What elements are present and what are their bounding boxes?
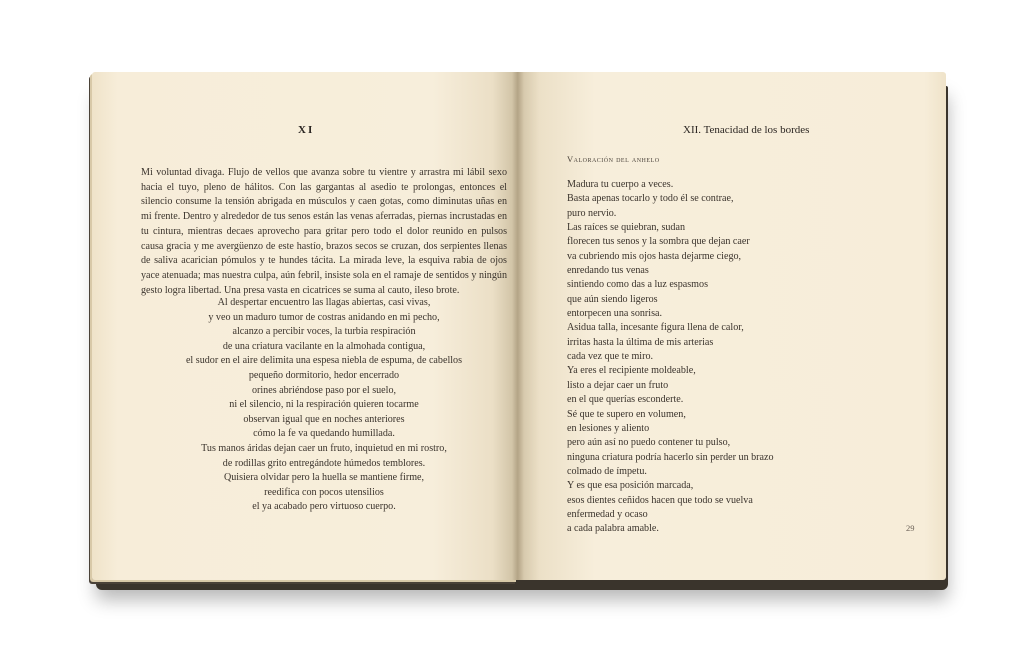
poem-line: orines abriéndose paso por el suelo, xyxy=(251,384,397,396)
poem-line: enredando tus venas xyxy=(567,265,649,277)
poem-line: Sé que te supero en volumen, xyxy=(567,408,686,420)
poem-line: y veo un maduro tumor de costras anidando en mi pecho, xyxy=(208,311,440,323)
prose-paragraph: Mi voluntad divaga. Flujo de vellos que avanza sobre tu vientre y arrastra mi lábil sexo hacia el tuyo, pleno de hálitos. Con las gargantas al asedio te prolongas, entonces el silencio consume la tensión abrigada en músculos y caen gotas, como diminutas uñas en mi frente. Dentro y alrededor de tus senos están las venas aferradas, piernas incrustadas en tu cintura, mientras decaes aprovecho para gritar pero todo el dolor reunido en pulsos causa gracia y me avergüenzo de este hastío, brazos secos se cruzan, dos serpientes llenas de saliva acarician pómulos y te hundes tácita. La mirada leve, la esquiva rabia de ojos yace atenuada; mas nuestra culpa, aún febril, insiste sola en el ramaje de sentidos y ningún gesto logra libertad. Una presa vasta en cicatrices se suma al cauto, ileso brote. xyxy=(141,167,507,296)
poem-line: entorpecen una sonrisa. xyxy=(567,308,663,320)
poem-line: en el que querías esconderte. xyxy=(567,394,684,406)
poem-line: florecen tus senos y la sombra que dejan caer xyxy=(567,236,750,248)
poem-line: a cada palabra amable. xyxy=(567,523,659,535)
book-gutter xyxy=(512,72,524,580)
poem-line: de rodillas grito entregándote húmedos temblores. xyxy=(222,457,426,469)
poem-line: ninguna criatura podría hacerlo sin perder un brazo xyxy=(567,451,774,463)
poem-line: puro nervio. xyxy=(567,207,617,219)
poem-line: va cubriendo mis ojos hasta dejarme ciego, xyxy=(567,250,742,262)
poem-line: Al despertar encuentro las llagas abiertas, casi vivas, xyxy=(217,297,431,308)
poem-line: en lesiones y aliento xyxy=(567,422,650,434)
poem-line: Tus manos áridas dejan caer un fruto, inquietud en mi rostro, xyxy=(201,442,447,454)
poem-line: Ya eres el recipiente moldeable, xyxy=(567,365,696,377)
poem-line: cada vez que te miro. xyxy=(567,351,654,363)
poem-line: enfermedad y ocaso xyxy=(567,508,648,520)
poem-line: Asidua talla, incesante figura llena de calor, xyxy=(567,322,744,334)
poem-line: Y es que esa posición marcada, xyxy=(567,480,694,492)
poem-line: el ya acabado pero virtuoso cuerpo. xyxy=(252,501,396,513)
poem-line: ni el silencio, ni la respiración quieren tocarme xyxy=(229,399,419,411)
poem-left xyxy=(141,296,507,515)
poem-line: observan igual que en noches anteriores xyxy=(243,413,405,425)
poem-title: Valoración del anhelo xyxy=(567,154,660,164)
poem-line: Las raíces se quiebran, sudan xyxy=(567,222,685,234)
poem-line: esos dientes ceñidos hacen que todo se vuelva xyxy=(567,494,753,506)
poem-line: pequeño dormitorio, hedor encerrado xyxy=(248,369,400,381)
poem-line: reedifica con pocos utensilios xyxy=(264,486,384,498)
poem-right xyxy=(567,178,897,537)
poem-line: el sudor en el aire delimita una espesa niebla de espuma, de cabellos xyxy=(185,355,463,367)
poem-line: de una criatura vacilante en la almohada contigua, xyxy=(222,340,426,352)
poem-line: cómo la fe va quedando humillada. xyxy=(253,428,395,440)
poem-line: Quisiera olvidar pero la huella se mantiene firme, xyxy=(223,472,425,484)
poem-line: colmado de ímpetu. xyxy=(567,465,647,477)
poem-line: irritas hasta la última de mis arterias xyxy=(567,336,714,348)
poem-line: alcanzo a percibir voces, la turbia respiración xyxy=(232,326,416,338)
poem-line: que aún siendo ligeros xyxy=(567,293,658,305)
chapter-heading-xii: XII. Tenacidad de los bordes xyxy=(683,124,810,136)
poem-line: pero aún así no puedo contener tu pulso, xyxy=(567,437,731,449)
poem-line: Basta apenas tocarlo y todo él se contrae, xyxy=(567,193,734,205)
chapter-heading-xi: XI xyxy=(298,124,315,136)
page-number: 29 xyxy=(906,523,915,533)
poem-line: Madura tu cuerpo a veces. xyxy=(567,179,674,190)
poem-line: listo a dejar caer un fruto xyxy=(567,379,669,391)
poem-line: sintiendo como das a luz espasmos xyxy=(567,279,709,291)
